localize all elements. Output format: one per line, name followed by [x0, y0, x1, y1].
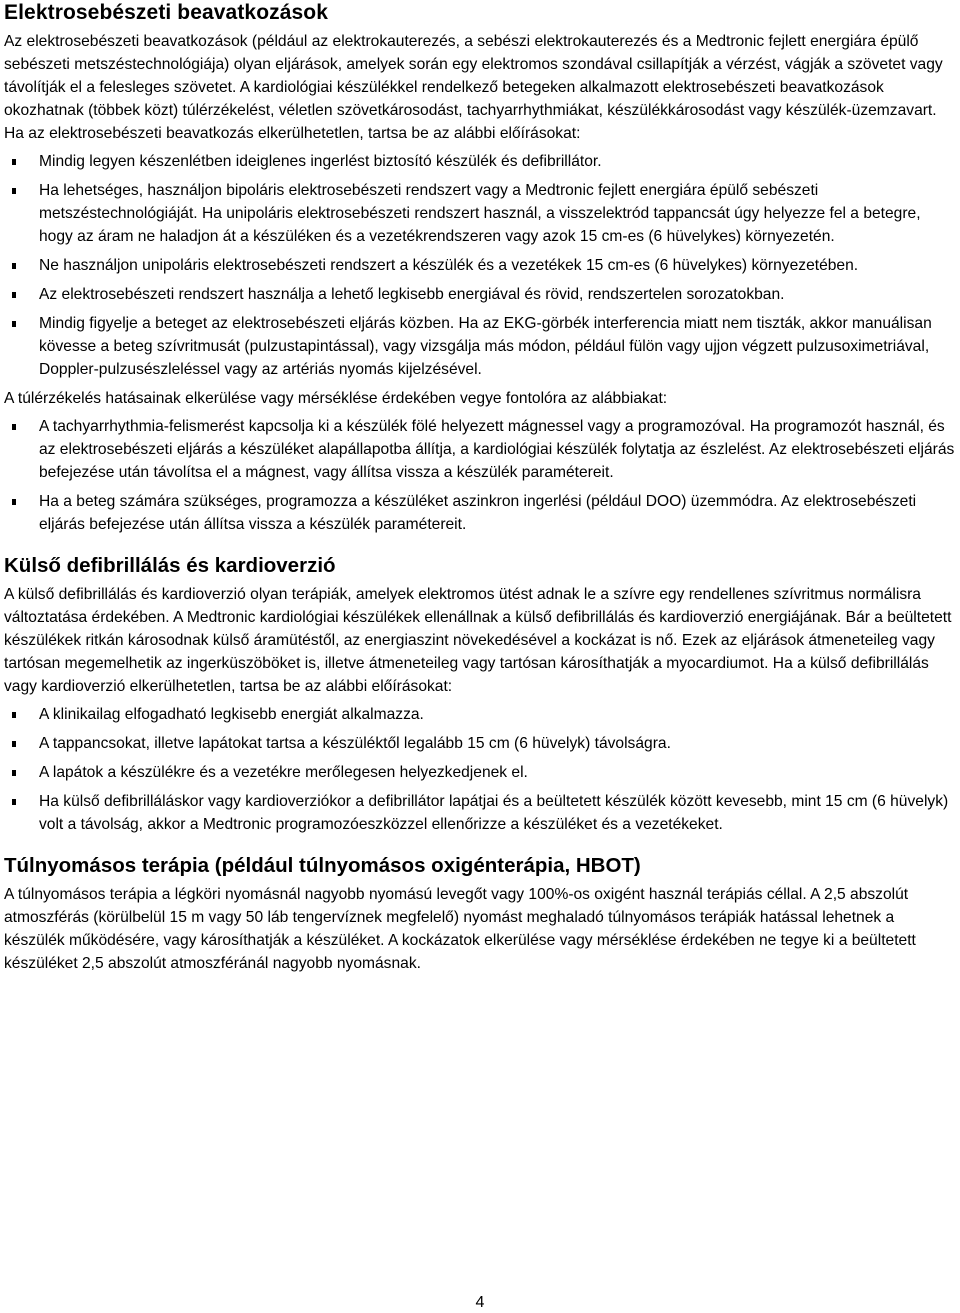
- bullet-square-icon: [12, 799, 16, 805]
- oversensing-list: [4, 415, 956, 536]
- list-item: Mindig legyen készenlétben ideiglenes ingerlést biztosító készülék és defibrillátor.: [4, 150, 956, 173]
- bullet-square-icon: [12, 770, 16, 776]
- bullet-square-icon: [12, 159, 16, 165]
- section-heading-hyperbaric: Túlnyomásos terápia (például túlnyomásos oxigénterápia, HBOT): [4, 854, 641, 877]
- defibrillation-intro: A külső defibrillálás és kardioverzió olyan terápiák, amelyek elektromos ütést adnak le a szívre egy rendellenes szívritmus normálisra változtatása érdekében. A Medtronic kardiológiai készülékek ellenállnak a külső defibrillálás és kardioverzió energiájának. Bár a beültetett készülékek ritkán károsodnak külső áramütéstől, az energiaszint növekedésével a kockázat is nő. Ezek az eljárások átmeneteileg vagy tartósan megemelhetik az ingerküszöböket is, illetve átmeneteileg vagy tartósan károsíthatják a myocardiumot. Ha a külső defibrillálás vagy kardioverzió elkerülhetetlen, tartsa be az alábbi előírásokat:: [4, 586, 952, 695]
- list-item: Mindig figyelje a beteget az elektrosebészeti eljárás közben. Ha az EKG-görbék interferencia miatt nem tiszták, akkor manuálisan kövesse a beteg szívritmusát (pulzustapintással), vagy vizsgálja más módon, például fülön vagy ujjon végzett pulzusoximetriával, Doppler-pulzusészleléssel vagy az artériás nyomás kijelzésével.: [4, 312, 956, 381]
- bullet-square-icon: [12, 424, 16, 430]
- bullet-square-icon: [12, 321, 16, 327]
- bullet-square-icon: [12, 188, 16, 194]
- electrosurgery-precautions-list: [4, 150, 956, 381]
- list-item: A tachyarrhythmia-felismerést kapcsolja ki a készülék fölé helyezett mágnessel vagy a programozóval. Ha programozót használ, és az elektrosebészeti eljárás a készüléket alapállapotba állítja, a kardiológiai készülék folytatja az észlelést. Az elektrosebészeti eljárás befejezése után távolítsa el a mágnest, vagy állítsa vissza a készülék paramétereit.: [4, 415, 956, 484]
- bullet-square-icon: [12, 499, 16, 505]
- section-heading-electrosurgery: Elektrosebészeti beavatkozások: [4, 1, 328, 24]
- bullet-square-icon: [12, 712, 16, 718]
- list-item: Ha külső defibrilláláskor vagy kardioverziókor a defibrillátor lapátjai és a beültetett készülék között kevesebb, mint 15 cm (6 hüvelyk) volt a távolság, akkor a Medtronic programozóeszközzel ellenőrizze a készüléket és a vezetékeket.: [4, 790, 956, 836]
- list-item: Ha a beteg számára szükséges, programozza a készüléket aszinkron ingerlési (például DOO) üzemmódra. Az elektrosebészeti eljárás befejezése után állítsa vissza a készülék paramétereit.: [4, 490, 956, 536]
- electrosurgery-intro: Az elektrosebészeti beavatkozások (például az elektrokauterezés, a sebészi elektrokauterezés és a Medtronic fejlett energiára épülő sebészeti metszéstechnológiája) olyan eljárások, amelyek során egy elektromos szondával csillapítják a vérzést, vágják a szövetet vagy távolítják el a felesleges szövetet. A kardiológiai készülékkel rendelkező betegeken alkalmazott elektrosebészeti beavatkozások okozhatnak (többek közt) túlérzékelést, véletlen szövetkárosodást, tachyarrhythmiákat, készülékkárosodást vagy készülék-üzemzavart. Ha az elektrosebészeti beavatkozás elkerülhetetlen, tartsa be az alábbi előírásokat:: [4, 33, 943, 142]
- list-item: Ha lehetséges, használjon bipoláris elektrosebészeti rendszert vagy a Medtronic fejlett energiára épülő sebészeti metszéstechnológiáját. Ha unipoláris elektrosebészeti rendszert használ, a visszelektród tappancsát úgy helyezze fel a betegre, hogy az áram ne haladjon át a készüléken és a vezetékrendszeren vagy azok 15 cm-es (6 hüvelykes) környezetén.: [4, 179, 956, 248]
- bullet-square-icon: [12, 292, 16, 298]
- list-item: Ne használjon unipoláris elektrosebészeti rendszert a készülék és a vezetékek 15 cm-es (6 hüvelykes) környezetében.: [4, 254, 956, 277]
- hyperbaric-body: A túlnyomásos terápia a légköri nyomásnál nagyobb nyomású levegőt vagy 100%-os oxigént használ terápiás céllal. A 2,5 abszolút atmoszférás (körülbelül 15 m vagy 50 láb tengervíznek megfelelő) nyomást meghaladó túlnyomásos terápiák hatással lehetnek a készülék működésére, vagy károsíthatják a készüléket. A kockázatok elkerülése vagy mérséklése érdekében ne tegye ki a beültetett készüléket 2,5 abszolút atmoszféránál nagyobb nyomásnak.: [4, 886, 916, 972]
- list-item: A lapátok a készülékre és a vezetékre merőlegesen helyezkedjenek el.: [4, 761, 956, 784]
- list-item: A tappancsokat, illetve lapátokat tartsa a készüléktől legalább 15 cm (6 hüvelyk) távolságra.: [4, 732, 956, 755]
- list-item: Az elektrosebészeti rendszert használja a lehető legkisebb energiával és rövid, rendszertelen sorozatokban.: [4, 283, 956, 306]
- list-item: A klinikailag elfogadható legkisebb energiát alkalmazza.: [4, 703, 956, 726]
- defibrillation-precautions-list: [4, 703, 956, 836]
- page-number: 4: [475, 1294, 485, 1311]
- bullet-square-icon: [12, 741, 16, 747]
- page-content: [4, 0, 956, 975]
- section-heading-defibrillation: Külső defibrillálás és kardioverzió: [4, 554, 336, 577]
- oversensing-intro: A túlérzékelés hatásainak elkerülése vagy mérséklése érdekében vegye fontolóra az alábbiakat:: [4, 390, 668, 407]
- bullet-square-icon: [12, 263, 16, 269]
